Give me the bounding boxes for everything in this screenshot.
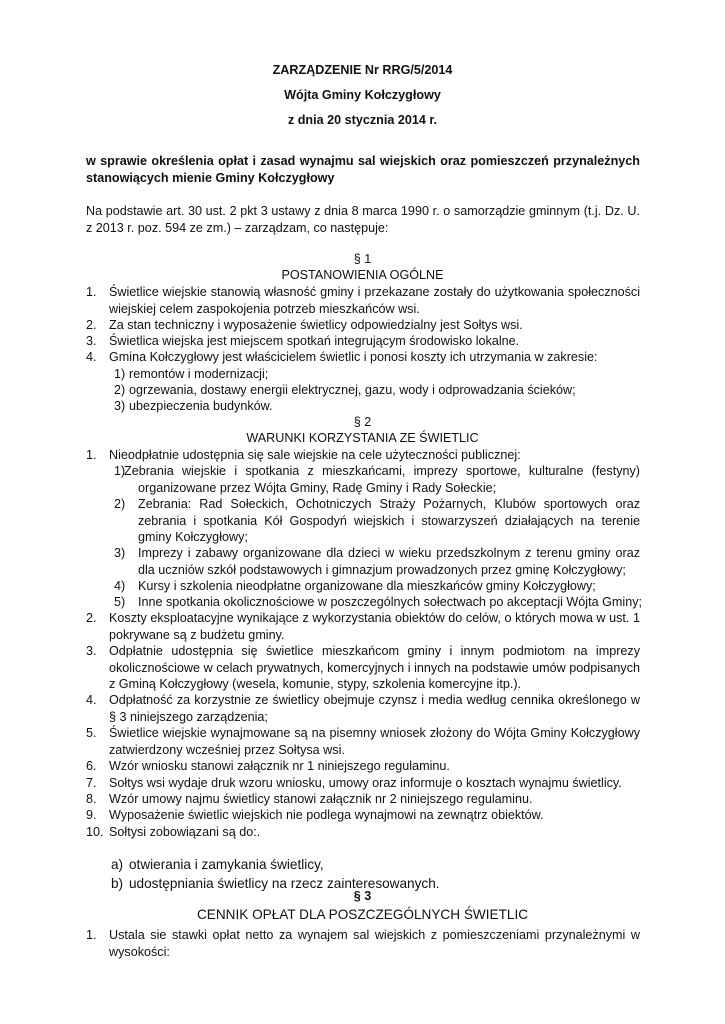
document-date: z dnia 20 stycznia 2014 r. (287, 113, 438, 127)
list-item-number: 2. (86, 318, 97, 332)
section-2-mark: § 2 (353, 415, 372, 429)
list-item-number: 9. (86, 808, 97, 822)
list-item: Sołtys wsi wydaje druk wzoru wniosku, umowy oraz informuje o kosztach wynajmu świetlicy. (109, 776, 622, 790)
sublist-item-number: 5) (114, 595, 126, 609)
document-authority: Wójta Gminy Kołczygłowy (284, 88, 441, 102)
list-item: Świetlice wiejskie stanowią własność gminy i przekazane zostały do użytkowania społeczności wiejskiej celem zaspokojenia potrzeb mieszkańców wsi. (109, 285, 640, 316)
list-item: Za stan techniczny i wyposażenie świetlicy odpowiedzialny jest Sołtys wsi. (109, 318, 523, 332)
sublist-item-number: 1) (114, 367, 126, 381)
list-item: Koszty eksploatacyjne wynikające z wykorzystania obiektów do celów, o których mowa w ust. 1 pokrywane są z budżetu gminy. (109, 611, 640, 642)
sublist-item: Zebrania: Rad Sołeckich, Ochotniczych Straży Pożarnych, Klubów sportowych oraz zebrania i spotkania Kół Gospodyń wiejskich i stowarzyszeń działających na terenie gminy Kołczygłowy; (138, 497, 640, 545)
document-title: ZARZĄDZENIE Nr RRG/5/2014 (272, 63, 453, 77)
list-item-number: 1. (86, 928, 97, 942)
sublist-item: ubezpieczenia budynków. (129, 399, 273, 413)
letter-item-mark: b) (111, 876, 124, 891)
list-item: Ustala sie stawki opłat netto za wynajem sal wiejskich z pomieszczeniami przynależnymi w wysokości: (109, 928, 640, 959)
list-item-number: 10. (86, 825, 104, 839)
list-item: Odpłatnie udostępnia się świetlice mieszkańcom gminy i innym podmiotom na imprezy okolicznościowe w celach prywatnych, komercyjnych i innych na podstawie umów podpisanych z Gminą Kołczygłowy (wesela, komunie, stypy, szkolenia komercyjne itp.). (109, 644, 640, 692)
letter-item: udostępniania świetlicy na rzecz zainteresowanych. (129, 876, 440, 891)
list-item: Odpłatność za korzystnie ze świetlicy obejmuje czynsz i media według cennika określonego w § 3 niniejszego zarządzenia; (109, 693, 640, 724)
document-subject: w sprawie określenia opłat i zasad wynajmu sal wiejskich oraz pomieszczeń przynależnych stanowiących mienie Gminy Kołczygłowy (86, 154, 640, 185)
list-item-number: 3. (86, 334, 97, 348)
list-item: Wzór wniosku stanowi załącznik nr 1 niniejszego regulaminu. (109, 759, 450, 773)
list-item: Sołtysi zobowiązani są do:. (109, 825, 261, 839)
list-item-number: 4. (86, 693, 97, 707)
list-item-number: 3. (86, 644, 97, 658)
list-item: Nieodpłatnie udostępnia się sale wiejskie na cele użyteczności publicznej: (109, 448, 521, 462)
list-item-number: 5. (86, 726, 97, 740)
sublist-item: Imprezy i zabawy organizowane dla dzieci w wieku przedszkolnym z terenu gminy oraz dla uczniów szkół podstawowych i gimnazjum prowadzonych przez gminę Kołczygłowy; (138, 546, 640, 577)
sublist-item-number: 3) (114, 399, 126, 413)
sublist-item: remontów i modernizacji; (129, 367, 269, 381)
section-2-heading: WARUNKI KORZYSTANIA ZE ŚWIETLIC (246, 431, 479, 445)
list-item-number: 6. (86, 759, 97, 773)
list-item: Wzór umowy najmu świetlicy stanowi załącznik nr 2 niniejszego regulaminu. (109, 792, 533, 806)
list-item: Wyposażenie świetlic wiejskich nie podlega wynajmowi na zewnątrz obiektów. (109, 808, 544, 822)
sublist-item: Zebrania wiejskie i spotkania z mieszkańcami, imprezy sportowe, kulturalne (festyny) organizowane przez Wójta Gminy, Radę Gminy i Rady Sołeckie; (124, 464, 640, 495)
list-item-number: 7. (86, 776, 97, 790)
list-item-number: 4. (86, 350, 97, 364)
list-item: Świetlica wiejska jest miejscem spotkań integrującym środowisko lokalne. (109, 334, 520, 348)
list-item: Gmina Kołczygłowy jest właścicielem świetlic i ponosi koszty ich utrzymania w zakresie: (109, 350, 598, 364)
list-item-number: 1. (86, 285, 97, 299)
list-item-number: 8. (86, 792, 97, 806)
sublist-item-number: 2) (114, 497, 126, 511)
letter-item-mark: a) (111, 857, 124, 872)
preamble: Na podstawie art. 30 ust. 2 pkt 3 ustawy z dnia 8 marca 1990 r. o samorządzie gminnym (t.j. Dz. U. z 2013 r. poz. 594 ze zm.) – zarządzam, co następuje: (86, 204, 640, 235)
sublist-item-number: 1) (114, 464, 126, 478)
sublist-item-number: 3) (114, 546, 126, 560)
list-item-number: 2. (86, 611, 97, 625)
letter-item: otwierania i zamykania świetlicy, (129, 857, 324, 872)
sublist-item: Kursy i szkolenia nieodpłatne organizowane dla mieszkańców gminy Kołczygłowy; (138, 579, 596, 593)
section-3-heading: CENNIK OPŁAT DLA POSZCZEGÓLNYCH ŚWIETLIC (196, 907, 529, 922)
sublist-item: Inne spotkania okolicznościowe w poszczególnych sołectwach po akceptacji Wójta Gminy; (138, 595, 642, 609)
sublist-item-number: 4) (114, 579, 126, 593)
section-1-heading: POSTANOWIENIA OGÓLNE (281, 268, 444, 282)
section-1-mark: § 1 (353, 252, 372, 266)
section-3-mark: § 3 (353, 889, 372, 903)
list-item-number: 1. (86, 448, 97, 462)
list-item: Świetlice wiejskie wynajmowane są na pisemny wniosek złożony do Wójta Gminy Kołczygłowy zatwierdzony wcześniej przez Sołtysa wsi. (109, 726, 640, 757)
sublist-item-number: 2) (114, 383, 126, 397)
sublist-item: ogrzewania, dostawy energii elektrycznej, gazu, wody i odprowadzania ścieków; (129, 383, 576, 397)
